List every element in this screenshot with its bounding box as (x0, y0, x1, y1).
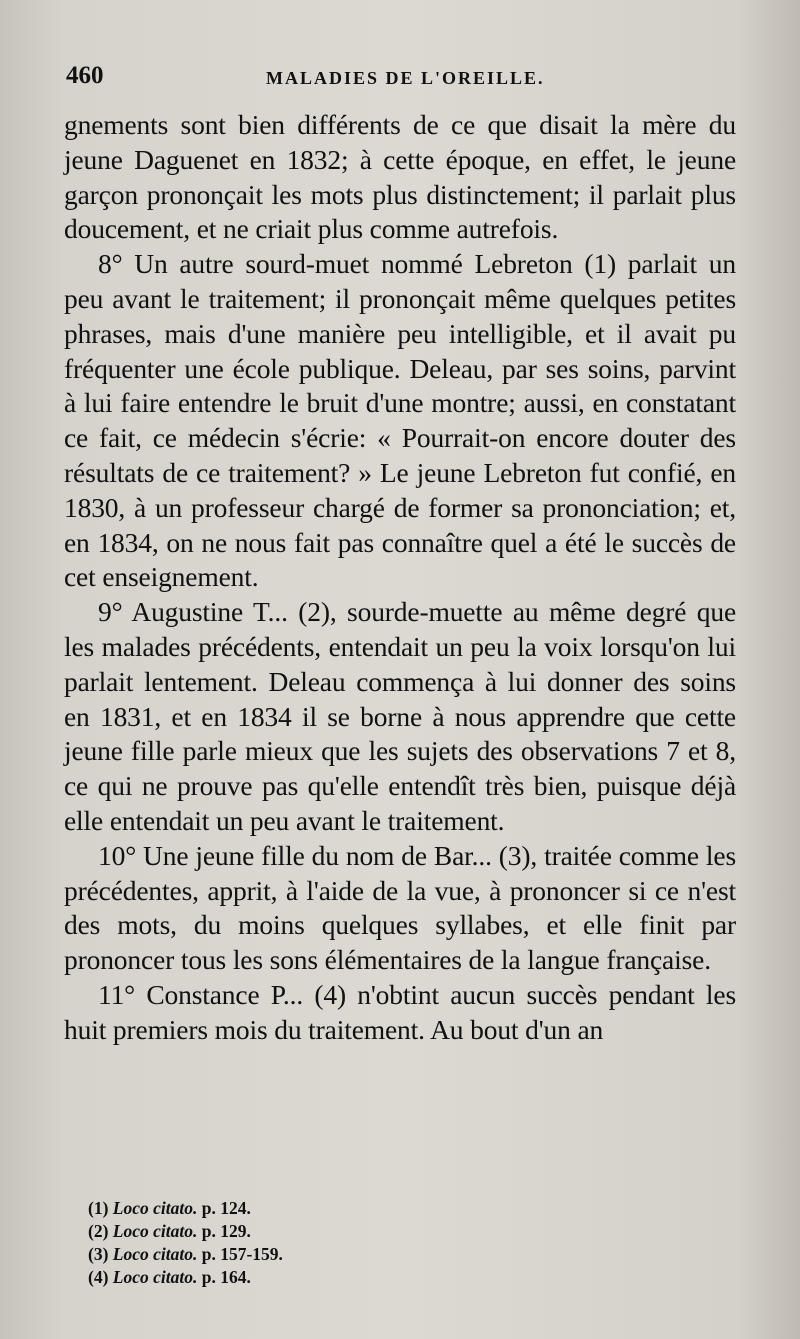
footnote: (3) Loco citato. p. 157-159. (88, 1244, 283, 1264)
page-number: 460 (66, 62, 104, 89)
paragraph: 11° Constance P... (4) n'obtint aucun succès pendant les huit premiers mois du traitement. Au bout d'un an (64, 978, 736, 1045)
paragraph: 9° Augustine T... (2), sourde-muette au même degré que les malades précédents, entendait un peu la voix lorsqu'on lui parlait lentement. Deleau commença à lui donner des soins en 1831, et en 1834 il se borne à nous apprendre que cette jeune fille parle mieux que les sujets des observations 7 et 8, ce qui ne prouve pas qu'elle entendît très bien, puisque déjà elle entendait un peu avant le traitement. (64, 596, 736, 836)
footnote: (4) Loco citato. p. 164. (88, 1267, 251, 1287)
paragraph: 8° Un autre sourd-muet nommé Lebreton (1) parlait un peu avant le traitement; il prononçait même quelques petites phrases, mais d'une manière peu intelligible, et il avait pu fréquenter une école publique. Deleau, par ses soins, parvint à lui faire entendre le bruit d'une montre; aussi, en constatant ce fait, ce médecin s'écrie: « Pourrait-on encore douter des résultats de ce traitement? » Le jeune Lebreton fut confié, en 1830, à un professeur chargé de former sa prononciation; et, en 1834, on ne nous fait pas connaître quel a été le succès de cet enseignement. (64, 248, 736, 593)
page-header (66, 62, 736, 94)
running-title: MALADIES DE L'OREILLE. (266, 68, 545, 88)
footnotes (88, 1197, 283, 1289)
body-text (64, 108, 736, 1048)
paragraph: 10° Une jeune fille du nom de Bar... (3), traitée comme les précédentes, apprit, à l'aide de la vue, à prononcer si ce n'est des mots, du moins quelques syllabes, et elle finit par prononcer tous les sons élémentaires de la langue française. (64, 839, 736, 976)
paragraph: gnements sont bien différents de ce que disait la mère du jeune Daguenet en 1832; à cette époque, en effet, le jeune garçon prononçait les mots plus distinctement; il parlait plus doucement, et ne criait plus comme autrefois. (64, 109, 736, 245)
footnote: (2) Loco citato. p. 129. (88, 1221, 251, 1241)
footnote: (1) Loco citato. p. 124. (88, 1198, 251, 1218)
